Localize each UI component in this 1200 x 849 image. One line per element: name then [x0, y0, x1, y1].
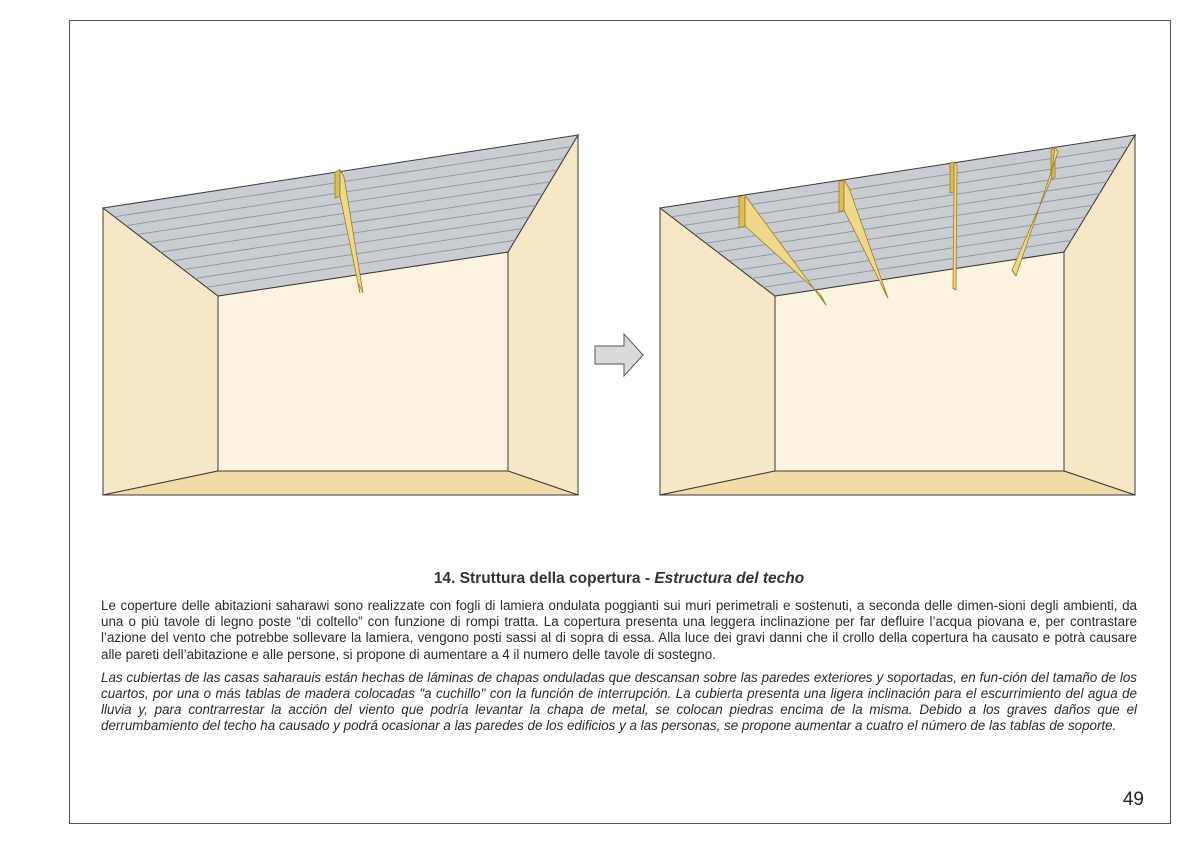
room-after [660, 135, 1135, 495]
title-spanish: Estructura del techo [654, 570, 805, 587]
page-number: 49 [1122, 789, 1144, 810]
paragraph-spanish: Las cubiertas de las casas saharauis están hechas de láminas de chapas onduladas que descansan sobre las paredes exteriores y soportadas, en fun-ción del tamaño de los cuartos, por una o más tablas de madera colocadas "a cuchillo" con la función de interrupción. La cubierta presenta una ligera inclinación para el escurrimiento del agua de lluvia y, para contrarrestar la acción del viento que podría levantar la chapa de metal, se colocan piedras encima de la misma. Debido a los graves daños que el derrumbamiento del techo ha causado y podrá ocasionar a las paredes de los edificios y a las personas, se propone aumentar a cuatro el número de las tablas de soporte. [101, 669, 1137, 734]
transition-arrow-icon [595, 334, 643, 376]
room-before [103, 135, 578, 495]
title-italian: 14. Struttura della copertura - [433, 570, 655, 587]
caption-block [101, 570, 1137, 742]
paragraph-italian: Le coperture delle abitazioni saharawi sono realizzate con fogli di lamiera ondulata poggianti sui muri perimetrali e sostenuti, a seconda delle dimen-sioni degli ambienti, da una o più tavole di legno poste “di coltello” con funzione di rompi tratta. La copertura presenta una leggera inclinazione per far defluire l’acqua piovana e, per contrastare l’azione del vento che potrebbe sollevare la lamiera, vengono posti sassi al di sopra di essa. Alla luce dei gravi danni che il crollo della copertura ha causato e potrà causare alle pareti dell’abitazione e alle persone, si propone di aumentare a 4 il numero delle tavole di sostegno. [101, 598, 1137, 662]
figure-title [101, 570, 1137, 588]
